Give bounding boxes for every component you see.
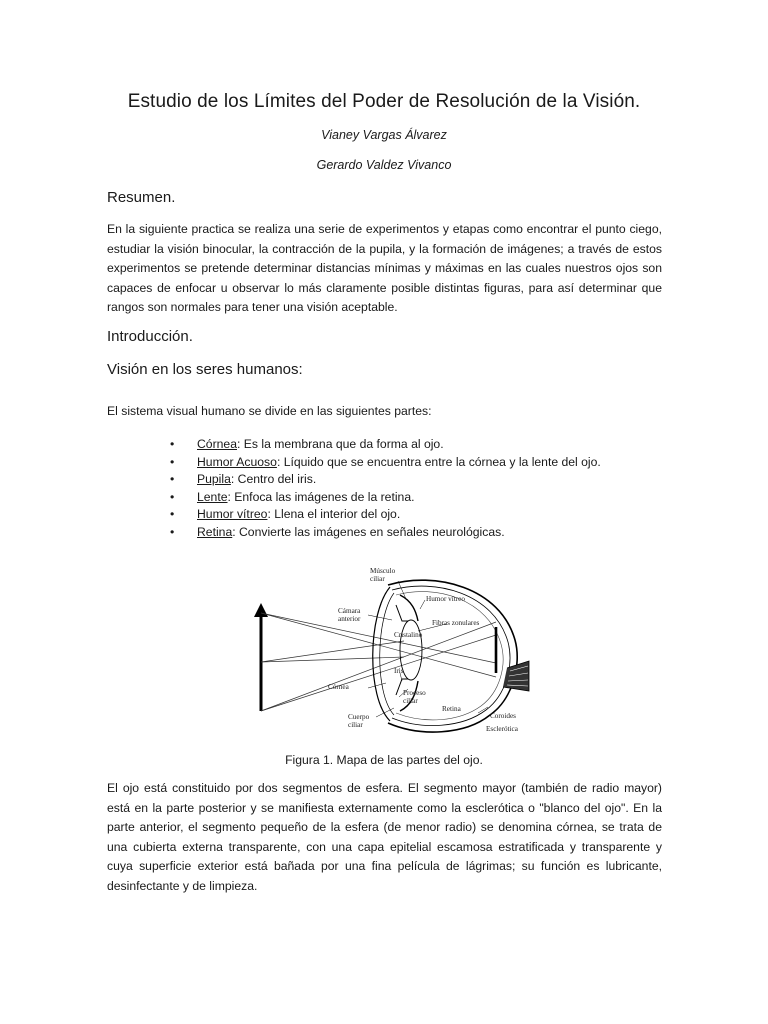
list-item <box>170 471 601 489</box>
label-cristalino: Cristalino <box>394 631 423 639</box>
label-cuerpo-2: ciliar <box>348 721 363 729</box>
optic-nerve <box>503 661 529 691</box>
iris-upper <box>396 605 408 621</box>
introduccion-heading: Introducción. <box>107 328 193 345</box>
label-camara-2: anterior <box>338 615 361 623</box>
figure-caption: Figura 1. Mapa de las partes del ojo. <box>285 753 483 767</box>
label-esclerotica: Esclerótica <box>486 725 518 733</box>
vision-heading: Visión en los seres humanos: <box>107 361 303 378</box>
part-term: Retina <box>197 524 233 539</box>
label-cornea: Córnea <box>328 683 349 691</box>
list-item <box>170 524 601 542</box>
paper-title: Estudio de los Límites del Poder de Resolución de la Visión. <box>127 91 641 112</box>
part-desc: : Centro del iris. <box>230 472 317 486</box>
author-1: Vianey Vargas Álvarez <box>321 128 447 142</box>
cornea-outline <box>373 587 390 721</box>
resumen-heading: Resumen. <box>107 189 176 206</box>
bullet: • <box>170 524 175 539</box>
part-desc: : Enfoca las imágenes de la retina. <box>227 489 415 504</box>
label-proceso: Proceso <box>403 689 426 697</box>
object-arrow-head <box>254 603 268 617</box>
list-item <box>170 436 601 454</box>
part-term: Humor Acuoso <box>197 454 277 469</box>
label-humor-vitreo: Humor vítreo <box>426 595 465 603</box>
bullet: • <box>170 454 175 469</box>
label-cuerpo: Cuerpo <box>348 713 370 721</box>
label-fibras: Fibras zonulares <box>432 619 480 627</box>
label-iris: Iris <box>394 667 404 675</box>
part-desc: : Líquido que se encuentra entre la córnea y la lente del ojo. <box>276 454 601 469</box>
list-item <box>170 506 601 524</box>
bullet: • <box>170 472 175 486</box>
author-2: Gerardo Valdez Vivanco <box>316 158 452 172</box>
label-retina: Retina <box>442 705 461 713</box>
light-rays <box>261 613 496 711</box>
label-camara: Cámara <box>338 607 361 615</box>
part-desc: : Llena el interior del ojo. <box>267 507 401 521</box>
eye-parts-list <box>170 436 601 541</box>
ciliary-upper <box>400 595 418 621</box>
label-musculo: Músculo <box>370 567 396 575</box>
label-proceso-2: ciliar <box>403 697 418 705</box>
bullet: • <box>170 489 175 504</box>
bullet: • <box>170 507 175 521</box>
label-coroides: Coroides <box>490 712 516 720</box>
label-musculo-2: ciliar <box>370 575 385 583</box>
bullet: • <box>170 437 175 451</box>
part-term: Pupila <box>197 472 231 486</box>
list-item <box>170 454 601 472</box>
list-item <box>170 489 601 507</box>
cornea-inner <box>380 593 394 715</box>
eye-diagram <box>250 565 530 745</box>
part-desc: : Convierte las imágenes en señales neurológicas. <box>232 524 505 539</box>
part-term: Humor vítreo <box>197 507 268 521</box>
resumen-paragraph: En la siguiente practica se realiza una serie de experimentos y etapas como encontrar el punto ciego, estudiar la visión binocular, la contracción de la pupila, y la formación de imágenes; a través de estos experimentos se pretende determinar distancias mínimas y máximas en las cuales nuestros ojos son capaces de enfocar u observar lo más claramente posible distintas figuras, para así determinar que rangos son normales para tener una visión aceptable. <box>107 222 662 314</box>
part-term: Córnea <box>197 437 237 451</box>
system-intro-text: El sistema visual humano se divide en las siguientes partes: <box>107 404 432 418</box>
eye-paragraph: El ojo está constituido por dos segmentos de esfera. El segmento mayor (también de radio mayor) está en la parte posterior y se manifiesta externamente como la esclerótica o "blanco del ojo". En la parte anterior, el segmento pequeño de la esfera (de menor radio) se denomina córnea, se trata de una cubierta externa transparente, con una capa epitelial escamosa estratificada y transparente y cuya superficie exterior está bañada por una fina película de lágrimas; su función es lubricante, desinfectante y de limpieza. <box>107 781 662 893</box>
part-desc: : Es la membrana que da forma al ojo. <box>236 437 444 451</box>
part-term: Lente <box>197 489 228 504</box>
